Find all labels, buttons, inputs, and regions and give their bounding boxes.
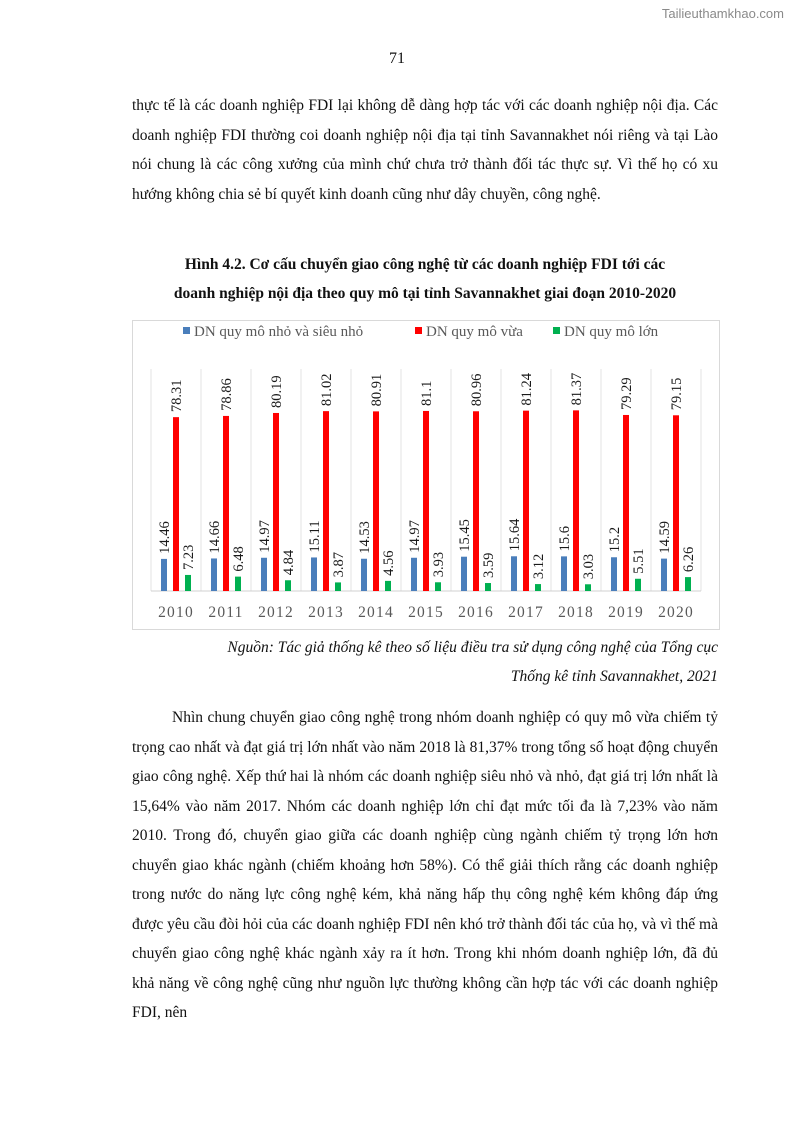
data-label: 80.91 [369, 373, 385, 407]
data-label: 81.02 [319, 373, 335, 407]
bar [311, 557, 317, 591]
bar [261, 558, 267, 591]
bar [561, 556, 567, 591]
bar [611, 557, 617, 591]
bar [673, 415, 679, 591]
bar [173, 417, 179, 591]
data-label: 78.86 [219, 378, 235, 411]
data-label: 4.56 [381, 550, 397, 576]
figure-source [132, 633, 718, 691]
bar [385, 581, 391, 591]
x-tick-label: 2015 [408, 604, 444, 621]
data-label: 15.45 [457, 519, 473, 552]
bar [185, 575, 191, 591]
bar [485, 583, 491, 591]
bar-chart [132, 320, 720, 630]
data-label: 79.29 [619, 377, 635, 410]
bar [285, 580, 291, 591]
bar [335, 582, 341, 591]
data-label: 14.97 [407, 520, 423, 553]
data-label: 15.6 [557, 525, 573, 552]
bar [535, 584, 541, 591]
data-label: 5.51 [631, 548, 647, 574]
data-label: 6.26 [681, 546, 697, 573]
bar [423, 411, 429, 591]
data-label: 3.03 [581, 553, 597, 580]
data-label: 78.31 [169, 379, 185, 413]
bar [235, 577, 241, 591]
x-tick-label: 2013 [308, 604, 344, 621]
bar [523, 411, 529, 591]
x-tick-label: 2010 [158, 604, 194, 621]
data-label: 15.64 [507, 518, 523, 552]
bar [361, 559, 367, 591]
figure-caption-line-2: doanh nghiệp nội địa theo quy mô tại tỉnh Savannakhet giai đoạn 2010-2020 [173, 285, 677, 302]
bar [323, 411, 329, 591]
figure-caption [120, 250, 730, 308]
data-label: 15.11 [307, 520, 323, 553]
bar [685, 577, 691, 591]
data-label: 3.93 [431, 551, 447, 578]
bar [273, 413, 279, 591]
data-label: 3.59 [481, 552, 497, 579]
x-tick-label: 2017 [508, 604, 544, 621]
page-number: 71 [389, 50, 405, 67]
chart-canvas [133, 321, 719, 629]
data-label: 14.46 [157, 521, 173, 554]
body-paragraph-2: Nhìn chung chuyển giao công nghệ trong nhóm doanh nghiệp có quy mô vừa chiếm tỷ trọng cao nhất và đạt giá trị lớn nhất vào năm 2018 là 81,37% trong tổng số hoạt động chuyển giao công nghệ. Xếp thứ hai là nhóm các doanh nghiệp siêu nhỏ và nhỏ, đạt giá trị lớn nhất là 15,64% vào năm 2017. Nhóm các doanh nghiệp lớn chỉ đạt mức tối đa là 7,23% vào năm 2010. Trong đó, chuyển giao giữa các doanh nghiệp cùng ngành chiếm tỷ trọng lớn hơn chuyển giao khác ngành (chiếm khoảng hơn 58%). Có thể giải thích rằng các doanh nghiệp trong nước do năng lực công nghệ kém, khả năng hấp thụ công nghệ kém không đáp ứng được yêu cầu đòi hỏi của các doanh nghiệp FDI nên khó trở thành đối tác của họ, và vì thế mà chuyển giao công nghệ khác ngành xảy ra ít hơn. Trong khi nhóm doanh nghiệp lớn, đã đủ khả năng về công nghệ cũng như nguồn lực thường không cần hợp tác với các doanh nghiệp FDI, nên [132, 709, 718, 1021]
x-tick-label: 2018 [558, 604, 594, 621]
data-label: 6.48 [231, 546, 247, 572]
bar [161, 559, 167, 591]
bar [585, 584, 591, 591]
bar [461, 557, 467, 591]
data-label: 79.15 [669, 377, 685, 411]
data-label: 81.1 [419, 380, 435, 406]
body-paragraph-1: thực tế là các doanh nghiệp FDI lại không dễ dàng hợp tác với các doanh nghiệp nội địa. Các doanh nghiệp FDI thường coi doanh nghiệp nội địa tại tỉnh Savannakhet nói riêng và tại Lào nói chung là các công xưởng của mình chứ chưa trở thành đối tác thực sự. Vì thế họ có xu hướng không chia sẻ bí quyết kinh doanh cũng như dây chuyền, công nghệ. [132, 97, 718, 203]
data-label: 81.37 [569, 372, 585, 406]
legend-swatch [415, 327, 422, 334]
legend-swatch [183, 327, 190, 334]
data-label: 7.23 [181, 544, 197, 570]
figure-source-line-1: Nguồn: Tác giả thống kê theo số liệu điều tra sử dụng công nghệ của Tổng cục [227, 639, 718, 656]
x-tick-label: 2012 [258, 604, 294, 621]
x-tick-label: 2020 [658, 604, 694, 621]
figure-caption-line-1: Hình 4.2. Cơ cấu chuyển giao công nghệ từ các doanh nghiệp FDI tới các [184, 256, 666, 273]
data-label: 4.84 [281, 549, 297, 576]
bar [473, 411, 479, 591]
data-label: 15.2 [607, 526, 623, 553]
legend-swatch [553, 327, 560, 334]
bar [635, 579, 641, 591]
data-label: 14.53 [357, 521, 373, 554]
data-label: 81.24 [519, 373, 535, 406]
legend-label: DN quy mô nhỏ và siêu nhỏ [194, 324, 364, 340]
bar [661, 559, 667, 591]
bar [373, 411, 379, 591]
watermark: Tailieuthamkhao.com [661, 6, 784, 21]
bar [223, 416, 229, 591]
x-tick-label: 2011 [208, 604, 244, 621]
bar [573, 410, 579, 591]
legend-label: DN quy mô lớn [564, 324, 659, 340]
data-label: 14.59 [657, 520, 673, 554]
x-tick-label: 2019 [608, 604, 644, 621]
bar [211, 558, 217, 591]
x-tick-label: 2016 [458, 604, 494, 621]
x-tick-label: 2014 [358, 604, 394, 621]
data-label: 14.97 [257, 520, 273, 553]
bar [623, 415, 629, 591]
bar [435, 582, 441, 591]
data-label: 14.66 [207, 520, 223, 554]
data-label: 80.96 [469, 373, 485, 407]
legend-label: DN quy mô vừa [426, 324, 523, 340]
figure-source-line-2: Thống kê tỉnh Savannakhet, 2021 [510, 668, 718, 685]
data-label: 3.87 [331, 552, 347, 578]
bar [511, 556, 517, 591]
bar [411, 558, 417, 591]
data-label: 3.12 [531, 553, 547, 580]
data-label: 80.19 [269, 375, 285, 408]
